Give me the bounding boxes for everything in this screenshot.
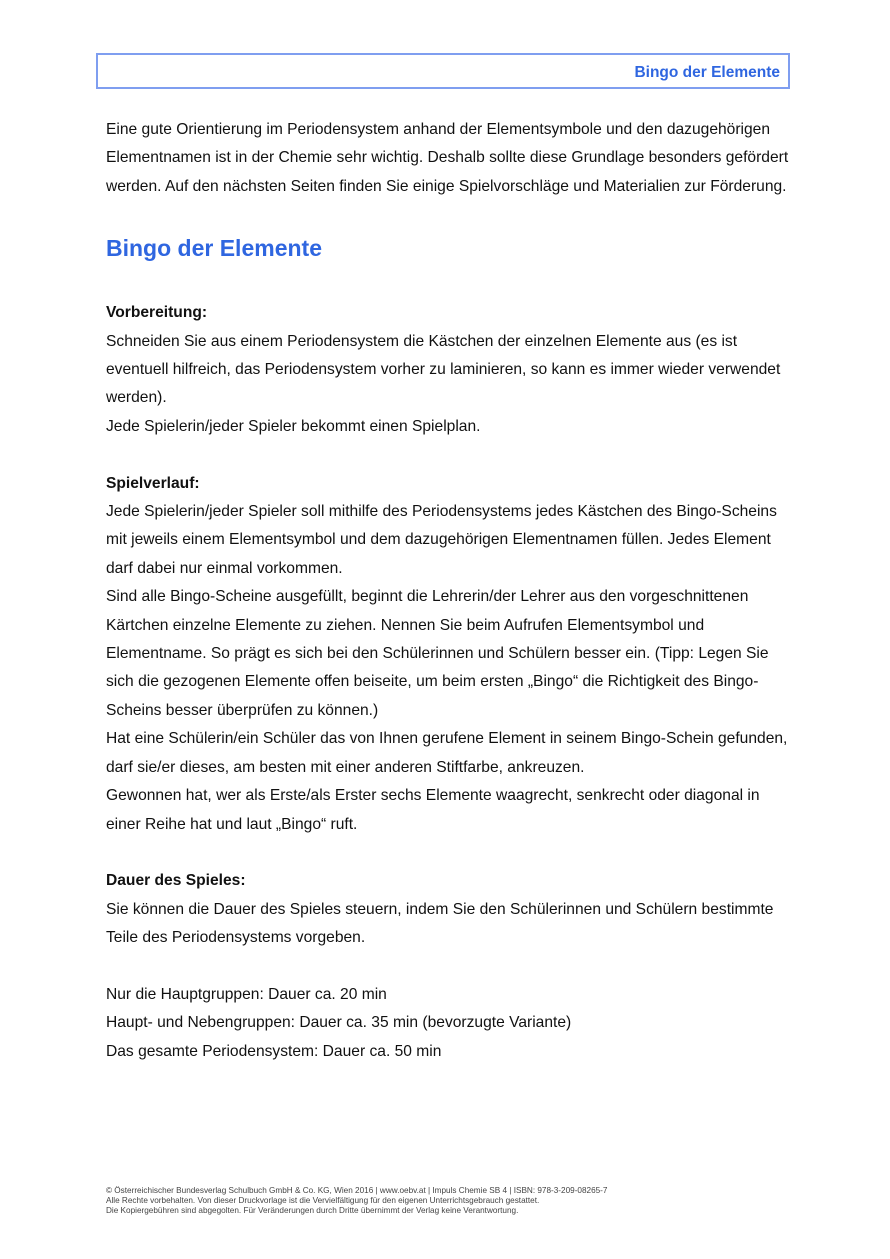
preparation-line: Jede Spielerin/jeder Spieler bekommt einen Spielplan. bbox=[106, 417, 481, 435]
main-heading: Bingo der Elemente bbox=[106, 235, 322, 262]
duration-option: Nur die Hauptgruppen: Dauer ca. 20 min bbox=[106, 985, 387, 1003]
document-body bbox=[106, 116, 796, 1066]
duration-text: Sie können die Dauer des Spieles steuern, indem Sie den Schülerinnen und Schülern bestimmte Teile des Periodensystems vorgeben. bbox=[106, 900, 774, 947]
copyright-footer bbox=[106, 1186, 806, 1216]
gameplay-line: Gewonnen hat, wer als Erste/als Erster sechs Elemente waagrecht, senkrecht oder diagonal in einer Reihe hat und laut „Bingo“ ruft. bbox=[106, 787, 760, 833]
footer-line: © Österreichischer Bundesverlag Schulbuch GmbH & Co. KG, Wien 2016 | www.oebv.at | Impuls Chemie SB 4 | ISBN: 978-3-209-08265-7 bbox=[106, 1186, 608, 1195]
footer-line: Die Kopiergebühren sind abgegolten. Für Veränderungen durch Dritte übernimmt der Verlag keine Verantwortung. bbox=[106, 1206, 519, 1215]
gameplay-line: Hat eine Schülerin/ein Schüler das von Ihnen gerufene Element in seinem Bingo-Schein gefunden, darf sie/er dieses, am besten mit einer anderen Stiftfarbe, ankreuzen. bbox=[106, 730, 788, 776]
gameplay-section bbox=[106, 470, 796, 839]
gameplay-line: Sind alle Bingo-Scheine ausgefüllt, beginnt die Lehrerin/der Lehrer aus den vorgeschnittenen Kärtchen einzelne Elemente zu ziehen. Nennen Sie beim Aufrufen Elementsymbol und Elementname. So prägt es sich bei den Schülerinnen und Schülern besser ein. (Tipp: Legen Sie sich die gezogenen Elemente offen beiseite, um beim ersten „Bingo“ die Richtigkeit des Bingo-Scheins besser überprüfen zu können.) bbox=[106, 588, 769, 719]
duration-option: Haupt- und Nebengruppen: Dauer ca. 35 min (bevorzugte Variante) bbox=[106, 1014, 572, 1032]
duration-section bbox=[106, 867, 796, 952]
duration-option: Das gesamte Periodensystem: Dauer ca. 50 min bbox=[106, 1042, 442, 1060]
intro-paragraph: Eine gute Orientierung im Periodensystem anhand der Elementsymbole und den dazugehörigen Elementnamen ist in der Chemie sehr wichtig. Deshalb sollte diese Grundlage besonders gefördert werden. Auf den nächsten Seiten finden Sie einige Spielvorschläge und Materialien zur Förderung. bbox=[106, 121, 789, 195]
preparation-line: Schneiden Sie aus einem Periodensystem die Kästchen der einzelnen Elemente aus (es ist eventuell hilfreich, das Periodensystem vorher zu laminieren, so kann es immer wieder verwendet werden). bbox=[106, 332, 781, 407]
footer-line: Alle Rechte vorbehalten. Von dieser Druckvorlage ist die Vervielfältigung für den eigenen Unterrichtsgebrauch gestattet. bbox=[106, 1196, 540, 1205]
header-title: Bingo der Elemente bbox=[634, 64, 780, 81]
page-header-box bbox=[96, 53, 790, 89]
preparation-heading: Vorbereitung: bbox=[106, 304, 208, 322]
duration-options bbox=[106, 981, 796, 1066]
gameplay-heading: Spielverlauf: bbox=[106, 474, 200, 492]
preparation-section bbox=[106, 299, 796, 441]
duration-heading: Dauer des Spieles: bbox=[106, 872, 246, 890]
gameplay-line: Jede Spielerin/jeder Spieler soll mithilfe des Periodensystems jedes Kästchen des Bingo-Scheins mit jeweils einem Elementsymbol und dem dazugehörigen Elementnamen füllen. Jedes Element darf dabei nur einmal vorkommen. bbox=[106, 503, 777, 577]
